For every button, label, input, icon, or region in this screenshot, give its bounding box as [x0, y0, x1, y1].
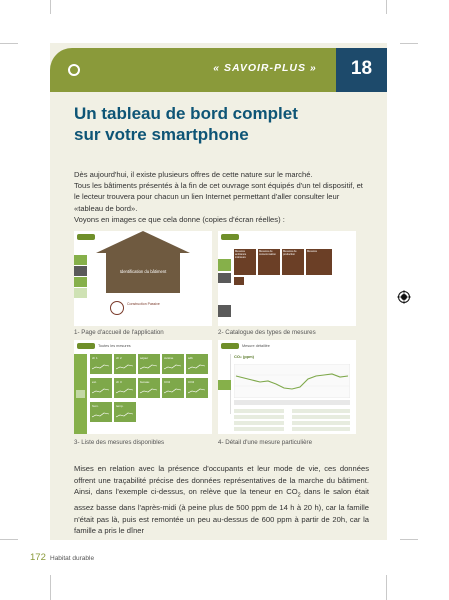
plateforme-icon	[77, 234, 95, 240]
measure-tile[interactable]	[90, 354, 112, 374]
side-tab	[218, 305, 231, 317]
caption-4: 4- Détail d'une mesure particulière	[218, 439, 313, 446]
catalogue-tile[interactable]: Mesures de production	[282, 249, 304, 275]
measure-tile-label: CO2	[164, 380, 171, 384]
sparkline	[188, 387, 205, 395]
body-text: dans le salon était assez basse dans l'après-midi (à peine plus de 500 ppm de 14 h à 20 h), car la famille n'était pas là, puis est remontée un peu au-dessus de 600 ppm à partir de 20h, car la famille a pris le dîner	[74, 487, 369, 536]
measure-tile-label: séjour	[140, 356, 149, 360]
screenshot-catalogue	[218, 231, 356, 326]
chart-toolbar	[234, 400, 350, 405]
chapter-number: 18	[350, 58, 373, 79]
side-button[interactable]	[76, 390, 85, 398]
side-tab	[74, 288, 87, 298]
measure-tile-label: temp.	[116, 404, 124, 408]
detail-row	[292, 427, 350, 431]
plateforme-icon	[77, 343, 95, 349]
sparkline	[116, 387, 133, 395]
measure-tile[interactable]	[186, 378, 208, 398]
catalogue-tile[interactable]: Mesures	[306, 249, 332, 275]
title-line-1: Un tableau de bord complet	[74, 104, 298, 123]
seal-label: Construction Passive	[127, 302, 160, 306]
sparkline	[92, 363, 109, 371]
crop-mark	[386, 575, 387, 600]
side-tab	[74, 266, 87, 276]
screen-header: Mesure détaillée	[242, 344, 270, 348]
subscript: 2	[297, 492, 301, 499]
caption-1: 1- Page d'accueil de l'application	[74, 329, 164, 336]
measure-tile[interactable]	[138, 378, 160, 398]
measure-tile[interactable]	[138, 354, 160, 374]
screenshot-home	[74, 231, 212, 326]
detail-row	[292, 409, 350, 413]
measure-tile-label: sdb	[188, 356, 193, 360]
measure-tile-label: ch 1	[92, 356, 98, 360]
measure-tile[interactable]	[114, 354, 136, 374]
seal-icon	[110, 301, 124, 315]
caption-2: 2- Catalogue des types de mesures	[218, 329, 316, 336]
intro-paragraph: Voyons en images ce que cela donne (copies d'écran réelles) :	[74, 214, 285, 224]
sparkline	[188, 363, 205, 371]
detail-row	[234, 409, 284, 413]
book-title: Habitat durable	[50, 555, 95, 562]
plateforme-icon	[221, 343, 239, 349]
crop-mark	[400, 43, 418, 44]
catalogue-tile[interactable]: Mesures de consommation	[258, 249, 280, 275]
detail-row	[292, 415, 350, 419]
side-tab	[74, 277, 87, 287]
metric-label: CO₂ (ppm)	[234, 354, 254, 359]
caption-3: 3- Liste des mesures disponibles	[74, 439, 165, 446]
sparkline	[116, 363, 133, 371]
measure-tile[interactable]	[114, 378, 136, 398]
measure-tile-label: hum.	[92, 404, 99, 408]
crop-mark	[386, 0, 387, 14]
measure-tile-label: ch 2	[116, 356, 122, 360]
measure-tile-label: bureau	[140, 380, 150, 384]
plateforme-icon	[221, 234, 239, 240]
sparkline	[92, 387, 109, 395]
measure-tile-label: ext.	[92, 380, 97, 384]
crop-mark	[0, 43, 18, 44]
detail-row	[292, 421, 350, 425]
page-number: 172	[30, 552, 46, 563]
house-roof-shape	[96, 231, 190, 253]
screen-header: Toutes les mesures	[98, 344, 131, 348]
screenshot-mesures	[74, 340, 212, 434]
intro-paragraph: Dès aujourd'hui, il existe plusieurs offres de cette nature sur le marché.	[74, 170, 313, 179]
small-tile	[234, 277, 244, 285]
measure-tile-label: CO2	[188, 380, 195, 384]
measure-tile[interactable]	[162, 378, 184, 398]
measure-tile-label: cuisine	[164, 356, 174, 360]
side-tab	[218, 273, 231, 283]
intro-paragraph: Tous les bâtiments présentés à la fin de cet ouvrage sont équipés d'un tel dispositif, et le lecteur trouvera pour chacun un lien Internet permettant d'aller consulter leur «tableau de bord».	[74, 181, 363, 213]
measure-chart	[234, 364, 350, 398]
sparkline	[92, 411, 109, 419]
crop-mark	[50, 0, 51, 14]
sparkline	[140, 363, 157, 371]
body-paragraph	[74, 463, 369, 537]
sparkline	[140, 387, 157, 395]
sparkline	[164, 387, 181, 395]
measure-tile[interactable]	[90, 378, 112, 398]
detail-row	[234, 415, 284, 419]
screenshot-detail	[218, 340, 356, 434]
side-tab	[218, 380, 231, 390]
detail-row	[234, 427, 284, 431]
catalogue-tile[interactable]: Mesures ambiance intérieure	[234, 249, 256, 275]
page-title	[74, 103, 374, 145]
measure-tile[interactable]	[114, 402, 136, 422]
measure-tile[interactable]	[162, 354, 184, 374]
section-label: « SAVOIR-PLUS »	[213, 62, 317, 74]
crop-mark	[400, 539, 418, 540]
side-tab	[218, 259, 231, 271]
measure-tile[interactable]	[186, 354, 208, 374]
crop-mark	[0, 539, 18, 540]
sparkline	[116, 411, 133, 419]
crop-mark	[50, 575, 51, 600]
house-title: Identification du bâtiment	[119, 269, 167, 274]
crosshair-icon	[397, 290, 411, 304]
body-text: Mises en relation avec la présence d'occupants et leur mode de vie, ces données offrent une traçabilité précise des données représentatives de la marche du bâtiment. Ainsi, dans l'exemple ci-dessus, on relève que la teneur en CO	[74, 464, 369, 496]
sparkline	[164, 363, 181, 371]
circle-outline-icon	[68, 64, 80, 76]
intro-text	[74, 169, 369, 225]
detail-row	[234, 421, 284, 425]
title-line-2: sur votre smartphone	[74, 125, 249, 144]
measure-tile[interactable]	[90, 402, 112, 422]
measure-tile-label: ch 3	[116, 380, 122, 384]
side-tab	[74, 255, 87, 265]
